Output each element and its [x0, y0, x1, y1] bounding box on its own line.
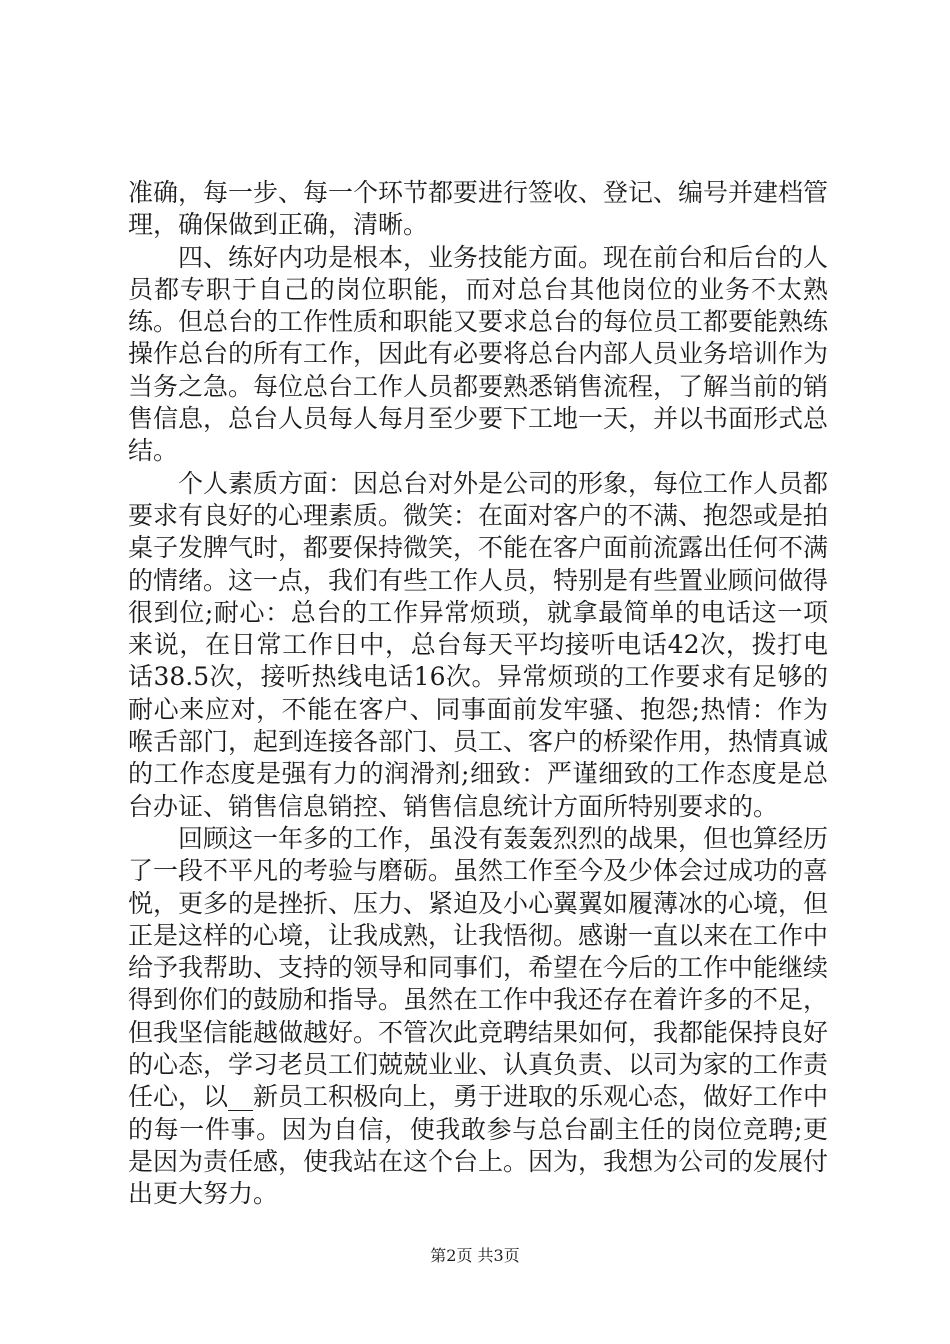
document-body	[128, 177, 828, 1211]
page-number-footer: 第2页 共3页	[430, 1246, 520, 1265]
paragraph-continuation: 准确，每一步、每一个环节都要进行签收、登记、编号并建档管理，确保做到正确，清晰。	[128, 178, 829, 240]
paragraph-business-skills: 四、练好内功是根本，业务技能方面。现在前台和后台的人员都专职于自己的岗位职能，而对总台其他岗位的业务不太熟练。但总台的工作性质和职能又要求总台的每位员工都要能熟练操作总台的所有工作，因此有必要将总台内部人员业务培训作为当务之急。每位总台工作人员都要熟悉销售流程，了解当前的销售信息，总台人员每人每月至少要下工地一天，并以书面形式总结。	[128, 242, 829, 466]
paragraph-personal-quality: 个人素质方面：因总台对外是公司的形象，每位工作人员都要求有良好的心理素质。微笑：在面对客户的不满、抱怨或是拍桌子发脾气时，都要保持微笑，不能在客户面前流露出任何不满的情绪。这一点，我们有些工作人员，特别是有些置业顾问做得很到位;耐心：总台的工作异常烦琐，就拿最简单的电话这一项来说，在日常工作日中，总台每天平均接听电话42次，拨打电话38.5次，接听热线电话16次。异常烦琐的工作要求有足够的耐心来应对，不能在客户、同事面前发牢骚、抱怨;热情：作为喉舌部门，起到连接各部门、员工、客户的桥梁作用，热情真诚的工作态度是强有力的润滑剂;细致：严谨细致的工作态度是总台办证、销售信息销控、销售信息统计方面所特别要求的。	[128, 468, 829, 821]
paragraph-review: 回顾这一年多的工作，虽没有轰轰烈烈的战果，但也算经历了一段不平凡的考验与磨砺。虽然工作至今及少体会过成功的喜悦，更多的是挫折、压力、紧迫及小心翼翼如履薄冰的心境，但正是这样的心境，让我成熟，让我悟彻。感谢一直以来在工作中给予我帮助、支持的领导和同事们，希望在今后的工作中能继续得到你们的鼓励和指导。虽然在工作中我还存在着许多的不足，但我坚信能越做越好。不管次此竞聘结果如何，我都能保持良好的心态，学习老员工们兢兢业业、认真负责、以司为家的工作责任心，以__新员工积极向上，勇于进取的乐观心态，做好工作中的每一件事。因为自信，使我敢参与总台副主任的岗位竞聘;更是因为责任感，使我站在这个台上。因为，我想为公司的发展付出更大努力。	[128, 823, 829, 1209]
